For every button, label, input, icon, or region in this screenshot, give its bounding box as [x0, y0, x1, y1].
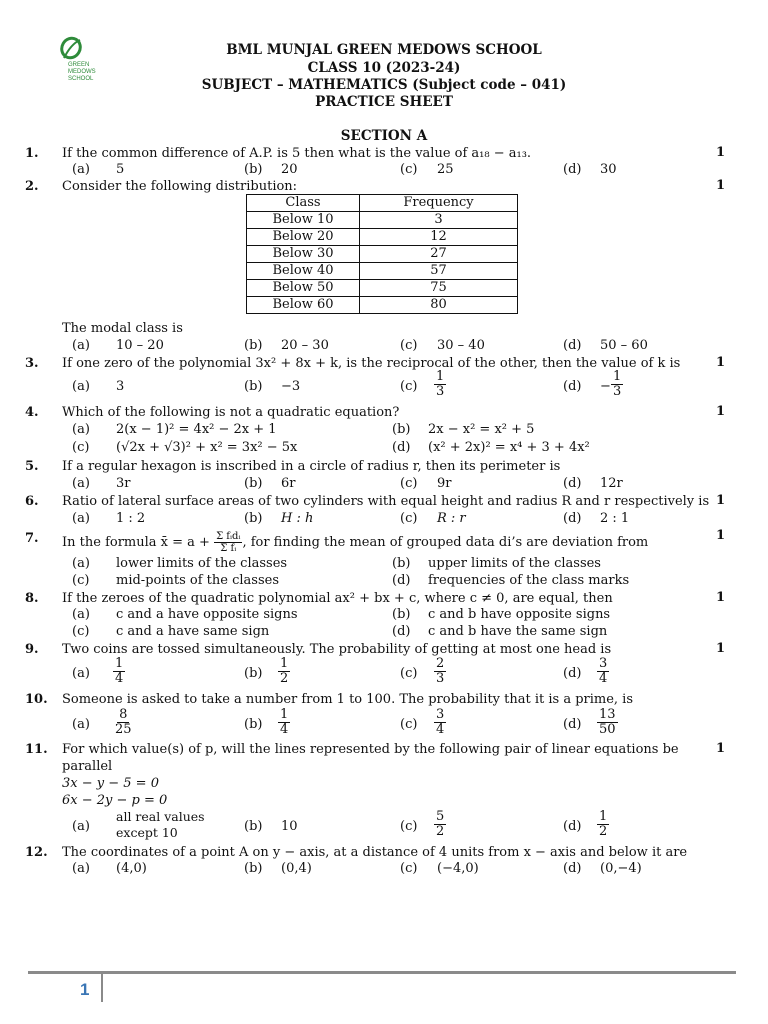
q10-opt-a-label: (a) — [72, 717, 90, 732]
numerator: 1 — [599, 809, 608, 824]
table-cell: 75 — [360, 280, 518, 297]
table-cell: Below 20 — [247, 229, 360, 246]
table-header-class: Class — [247, 195, 360, 212]
numerator: 1 — [115, 656, 124, 671]
denominator: 4 — [436, 722, 445, 737]
q5-opt-a: 3r — [116, 476, 131, 491]
logo-text-1: GREEN — [68, 62, 90, 68]
q6-opt-a: 1 : 2 — [116, 511, 146, 526]
q2-number: 2. — [25, 179, 39, 194]
q9-marks: 1 — [716, 641, 726, 656]
q11-text2: parallel — [62, 759, 113, 774]
q8-opt-c: c and a have same sign — [116, 624, 270, 639]
table-cell: 3 — [360, 212, 518, 229]
q5-opt-b: 6r — [281, 476, 296, 491]
q3-opt-d-label: (d) — [563, 379, 582, 394]
q10-opt-d-label: (d) — [563, 717, 582, 732]
table-cell: 80 — [360, 297, 518, 314]
q1-number: 1. — [25, 146, 39, 161]
q6-opt-d: 2 : 1 — [600, 511, 630, 526]
sheet-title: PRACTICE SHEET — [315, 94, 453, 110]
q2-marks: 1 — [716, 178, 726, 193]
table-cell: 27 — [360, 246, 518, 263]
q12-opt-b: (0,4) — [281, 861, 312, 876]
denominator: 4 — [115, 671, 124, 686]
q2-opt-c-label: (c) — [400, 338, 418, 353]
q5-number: 5. — [25, 459, 39, 474]
q9-opt-c-fraction — [434, 657, 446, 686]
denominator: 50 — [599, 722, 616, 737]
footer-divider — [28, 971, 736, 974]
denominator: 2 — [436, 824, 445, 839]
q1-text: If the common difference of A.P. is 5 then what is the value of a₁₈ − a₁₃. — [62, 146, 532, 161]
table-row — [247, 212, 518, 229]
table-cell: Below 30 — [247, 246, 360, 263]
numerator: 3 — [599, 656, 608, 671]
q11-equation-2: 6x − 2y − p = 0 — [62, 793, 168, 808]
q8-opt-a-label: (a) — [72, 607, 90, 622]
table-row — [247, 229, 518, 246]
q1-marks: 1 — [716, 145, 726, 160]
q9-text: Two coins are tossed simultaneously. The probability of getting at most one head is — [62, 642, 612, 657]
q7-opt-b: upper limits of the classes — [428, 556, 601, 571]
q1-opt-b-label: (b) — [244, 162, 263, 177]
q7-text-post: , for finding the mean of grouped data di’s are deviation from — [242, 535, 649, 550]
table-cell: 57 — [360, 263, 518, 280]
table-row — [247, 246, 518, 263]
q12-text: The coordinates of a point A on y − axis, at a distance of 4 units from x − axis and below it are — [62, 845, 688, 860]
q2-opt-a-label: (a) — [72, 338, 90, 353]
q3-marks: 1 — [716, 355, 726, 370]
q8-opt-b: c and b have opposite signs — [428, 607, 611, 622]
q9-opt-d-label: (d) — [563, 666, 582, 681]
denominator: 2 — [280, 671, 289, 686]
q3-opt-c-fraction — [434, 370, 446, 399]
q11-number: 11. — [25, 742, 48, 757]
q7-opt-c-label: (c) — [72, 573, 90, 588]
q6-opt-a-label: (a) — [72, 511, 90, 526]
q11-opt-a-line1: all real values — [116, 809, 205, 824]
q6-text: Ratio of lateral surface areas of two cylinders with equal height and radius R and r respectively is — [62, 494, 710, 509]
q2-opt-d-label: (d) — [563, 338, 582, 353]
q4-opt-c: (√2x + √3)² + x² = 3x² − 5x — [116, 440, 298, 455]
q5-opt-d: 12r — [600, 476, 623, 491]
q2-text2: The modal class is — [62, 321, 183, 336]
q4-opt-c-label: (c) — [72, 440, 90, 455]
q12-opt-b-label: (b) — [244, 861, 263, 876]
q8-text: If the zeroes of the quadratic polynomial ax² + bx + c, where c ≠ 0, are equal, then — [62, 591, 613, 606]
q3-text: If one zero of the polynomial 3x² + 8x + k, is the reciprocal of the other, then the value of k is — [62, 356, 681, 371]
q11-opt-b: 10 — [281, 819, 298, 834]
q5-opt-b-label: (b) — [244, 476, 263, 491]
q6-number: 6. — [25, 494, 39, 509]
school-name: BML MUNJAL GREEN MEDOWS SCHOOL — [226, 42, 542, 58]
q11-marks: 1 — [716, 741, 726, 756]
q5-text: If a regular hexagon is inscribed in a circle of radius r, then its perimeter is — [62, 459, 561, 474]
q12-opt-a: (4,0) — [116, 861, 147, 876]
q11-opt-b-label: (b) — [244, 819, 263, 834]
q11-opt-d-label: (d) — [563, 819, 582, 834]
table-row — [247, 263, 518, 280]
q12-opt-c-label: (c) — [400, 861, 418, 876]
class-title: CLASS 10 (2023-24) — [307, 60, 461, 76]
q10-opt-b-fraction — [278, 708, 290, 737]
q3-number: 3. — [25, 356, 39, 371]
q11-opt-a-line2: except 10 — [116, 825, 178, 840]
q11-opt-c-fraction — [434, 810, 446, 839]
q7-number: 7. — [25, 531, 39, 546]
q2-opt-b-label: (b) — [244, 338, 263, 353]
q2-opt-b: 20 – 30 — [281, 338, 329, 353]
q8-opt-a: c and a have opposite signs — [116, 607, 298, 622]
denominator: Σ fᵢ — [220, 543, 237, 554]
q7-text-pre: In the formula x̄ = a + — [62, 535, 210, 550]
q10-opt-c-label: (c) — [400, 717, 418, 732]
table-row — [247, 280, 518, 297]
q8-opt-d-label: (d) — [392, 624, 411, 639]
q9-number: 9. — [25, 642, 39, 657]
denominator: 3 — [436, 671, 445, 686]
q1-opt-a: 5 — [116, 162, 125, 177]
q6-opt-d-label: (d) — [563, 511, 582, 526]
q1-opt-a-label: (a) — [72, 162, 90, 177]
q6-marks: 1 — [716, 493, 726, 508]
q3-opt-d-fraction — [611, 370, 623, 399]
q12-opt-d-label: (d) — [563, 861, 582, 876]
table-cell: 12 — [360, 229, 518, 246]
q11-opt-d-fraction — [597, 810, 609, 839]
q9-opt-b-fraction — [278, 657, 290, 686]
distribution-table — [246, 194, 518, 314]
q12-number: 12. — [25, 845, 48, 860]
table-cell: Below 40 — [247, 263, 360, 280]
q9-opt-b-label: (b) — [244, 666, 263, 681]
q9-opt-a-fraction — [113, 657, 125, 686]
section-title: SECTION A — [340, 128, 428, 144]
q6-opt-c-label: (c) — [400, 511, 418, 526]
q9-opt-a-label: (a) — [72, 666, 90, 681]
numerator: 13 — [599, 707, 616, 722]
q10-opt-c-fraction — [434, 708, 446, 737]
q7-opt-d: frequencies of the class marks — [428, 573, 630, 588]
denominator: 2 — [599, 824, 608, 839]
q7-opt-a-label: (a) — [72, 556, 90, 571]
numerator: Σ fᵢdᵢ — [216, 531, 241, 542]
denominator: 25 — [115, 722, 132, 737]
footer-vertical-bar — [101, 974, 103, 1002]
numerator: 1 — [436, 369, 445, 384]
q3-opt-d-sign: − — [600, 379, 611, 394]
q11-equation-1: 3x − y − 5 = 0 — [62, 776, 159, 791]
table-row — [247, 297, 518, 314]
q2-text: Consider the following distribution: — [62, 179, 298, 194]
q1-opt-d-label: (d) — [563, 162, 582, 177]
q7-formula-fraction — [214, 531, 242, 554]
table-cell: Below 60 — [247, 297, 360, 314]
q3-opt-b-label: (b) — [244, 379, 263, 394]
q2-opt-c: 30 – 40 — [437, 338, 485, 353]
numerator: 2 — [436, 656, 445, 671]
q3-opt-b: −3 — [281, 379, 301, 394]
q4-marks: 1 — [716, 404, 726, 419]
numerator: 1 — [613, 369, 622, 384]
numerator: 3 — [436, 707, 445, 722]
q2-opt-d: 50 – 60 — [600, 338, 648, 353]
q3-opt-a-label: (a) — [72, 379, 90, 394]
q10-opt-d-fraction — [597, 708, 618, 737]
q3-opt-c-label: (c) — [400, 379, 418, 394]
q4-opt-d-label: (d) — [392, 440, 411, 455]
q11-opt-c-label: (c) — [400, 819, 418, 834]
q4-opt-b: 2x − x² = x² + 5 — [428, 422, 535, 437]
page-number: 1 — [80, 980, 90, 999]
denominator: 3 — [613, 384, 622, 399]
q10-number: 10. — [25, 692, 48, 707]
numerator: 8 — [119, 707, 128, 722]
q5-opt-c-label: (c) — [400, 476, 418, 491]
q4-opt-a-label: (a) — [72, 422, 90, 437]
logo-text-2: MEDOWS — [68, 69, 96, 75]
q1-opt-c-label: (c) — [400, 162, 418, 177]
q4-number: 4. — [25, 405, 39, 420]
denominator: 3 — [436, 384, 445, 399]
numerator: 5 — [436, 809, 445, 824]
q10-opt-b-label: (b) — [244, 717, 263, 732]
q1-opt-d: 30 — [600, 162, 617, 177]
q11-opt-a-label: (a) — [72, 819, 90, 834]
q7-text — [62, 531, 648, 554]
q4-opt-a: 2(x − 1)² = 4x² − 2x + 1 — [116, 422, 277, 437]
q1-opt-c: 25 — [437, 162, 454, 177]
q12-opt-c: (−4,0) — [437, 861, 479, 876]
numerator: 1 — [280, 656, 289, 671]
subject-title: SUBJECT – MATHEMATICS (Subject code – 041) — [201, 77, 567, 93]
q6-opt-b-label: (b) — [244, 511, 263, 526]
q9-opt-d-fraction — [597, 657, 609, 686]
q3-opt-a: 3 — [116, 379, 125, 394]
q12-opt-a-label: (a) — [72, 861, 90, 876]
numerator: 1 — [280, 707, 289, 722]
q6-opt-b: H : h — [281, 511, 314, 526]
q7-opt-d-label: (d) — [392, 573, 411, 588]
q4-opt-d: (x² + 2x)² = x⁴ + 3 + 4x² — [428, 440, 590, 455]
q9-opt-c-label: (c) — [400, 666, 418, 681]
q5-opt-d-label: (d) — [563, 476, 582, 491]
q7-opt-b-label: (b) — [392, 556, 411, 571]
q8-marks: 1 — [716, 590, 726, 605]
q5-opt-c: 9r — [437, 476, 452, 491]
denominator: 4 — [280, 722, 289, 737]
table-cell: Below 10 — [247, 212, 360, 229]
q8-opt-c-label: (c) — [72, 624, 90, 639]
q2-opt-a: 10 – 20 — [116, 338, 164, 353]
q6-opt-c: R : r — [437, 511, 466, 526]
q8-number: 8. — [25, 591, 39, 606]
q8-opt-b-label: (b) — [392, 607, 411, 622]
denominator: 4 — [599, 671, 608, 686]
q4-opt-b-label: (b) — [392, 422, 411, 437]
q7-marks: 1 — [716, 528, 726, 543]
q7-opt-c: mid-points of the classes — [116, 573, 279, 588]
q5-opt-a-label: (a) — [72, 476, 90, 491]
q10-opt-a-fraction — [113, 708, 134, 737]
q1-opt-b: 20 — [281, 162, 298, 177]
q8-opt-d: c and b have the same sign — [428, 624, 608, 639]
q12-opt-d: (0,−4) — [600, 861, 642, 876]
q7-opt-a: lower limits of the classes — [116, 556, 288, 571]
table-cell: Below 50 — [247, 280, 360, 297]
logo-text-3: SCHOOL — [68, 76, 94, 82]
q4-text: Which of the following is not a quadratic equation? — [62, 405, 400, 420]
q10-text: Someone is asked to take a number from 1 to 100. The probability that it is a prime, is — [62, 692, 634, 707]
q11-text: For which value(s) of p, will the lines represented by the following pair of linear equations be — [62, 742, 679, 757]
table-header-frequency: Frequency — [360, 195, 518, 212]
